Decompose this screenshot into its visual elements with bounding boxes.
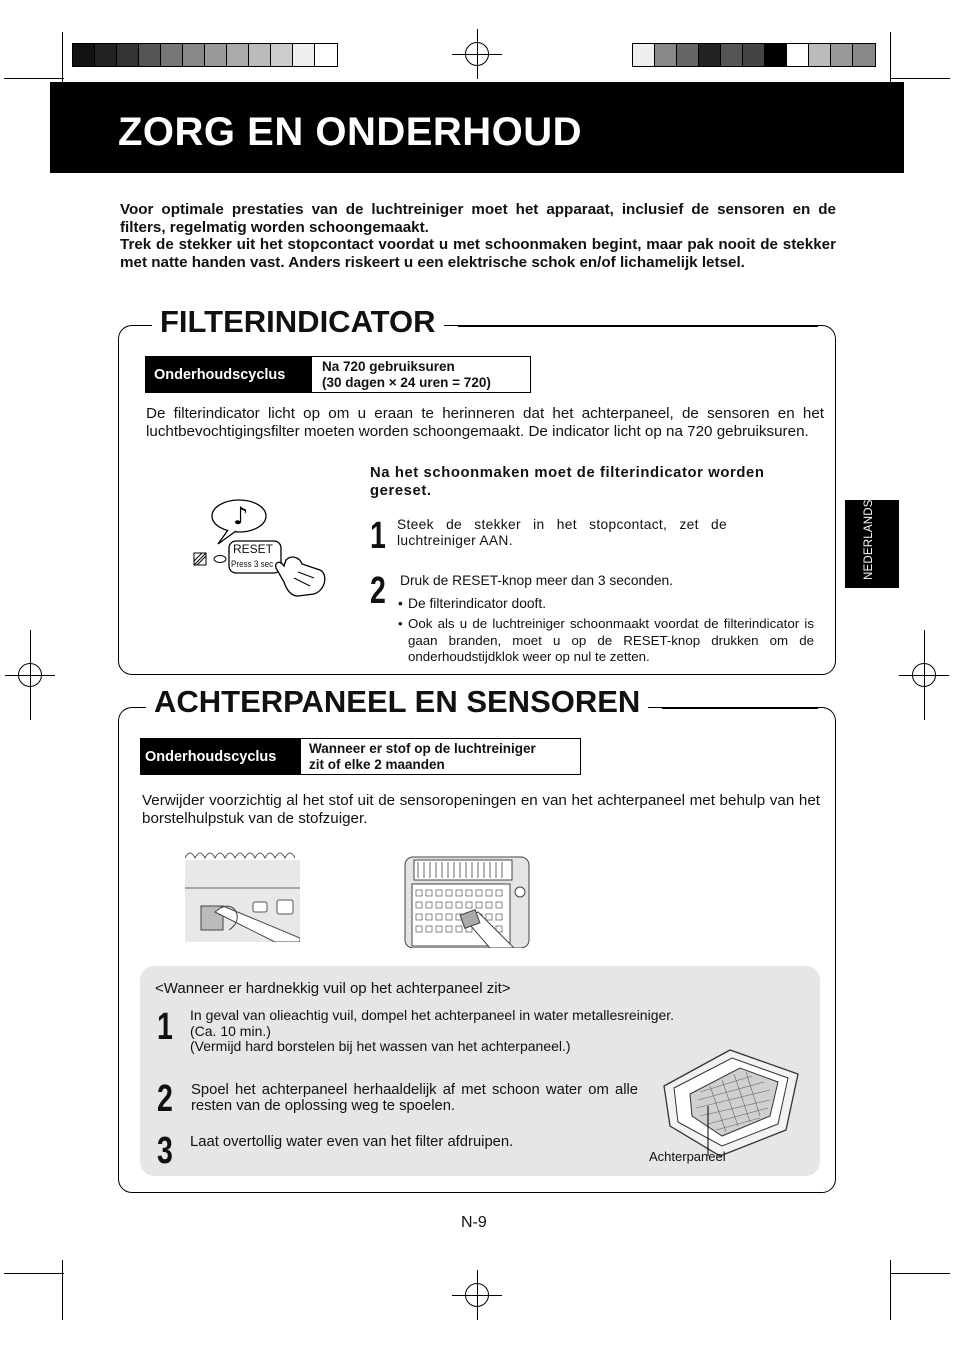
registration-target-top [465,42,489,66]
achterpaneel-description: Verwijder voorzichtig al het stof uit de sensoropeningen en van het achterpaneel met behulp van het borstelhulpstuk van de stofzuiger. [142,792,820,827]
sensor-cleaning-illustration [185,850,300,942]
cycle-value [301,739,580,774]
washing-basin-icon [660,1046,800,1158]
filterindicator-title-line [458,325,818,327]
title-bar [50,82,904,173]
reset-illustration [188,498,338,598]
wash-step-text-2: Spoel het achterpaneel herhaaldelijk af met schoon water om alle resten van de oplossing weg te spoelen. [191,1082,638,1114]
back-panel-illustration [404,856,530,948]
stubborn-dirt-heading: <Wanneer er hardnekkig vuil op het achterpaneel zit> [155,980,511,997]
cycle-label: Onderhoudscyclus [146,357,312,392]
cycle-value-line-2: (30 dagen × 24 uren = 720) [322,374,491,390]
filterindicator-description: De filterindicator licht op om u eraan te herinneren dat het achterpaneel, de sensoren en het luchtbevochtigingsfilter moeten worden schoongemaakt. De indicator licht op na 720 gebruiksuren. [146,405,824,440]
language-tab-label: NEDERLANDS [863,499,875,580]
bullet-dot: • [398,596,403,611]
bullet-text: De filterindicator dooft. [408,596,547,611]
svg-text:♪: ♪ [233,502,249,530]
basin-label: Achterpaneel [649,1149,726,1164]
filterindicator-cycle-table [145,356,531,393]
step-text-1: Steek de stekker in het stopcontact, zet de luchtreiniger AAN. [397,517,727,548]
filterindicator-title: FILTERINDICATOR [152,304,444,340]
color-bar-left [72,43,338,67]
vacuum-brush-sensor-icon [185,850,300,942]
registration-target-bottom [465,1283,489,1307]
bullet-dot: • [398,616,403,631]
bullet-text: Ook als u de luchtreiniger schoonmaakt voordat de filterindicator is gaan branden, moet u op de RESET-knop drukken om de onderhoudstijdklok weer op nul te zetten. [408,616,814,664]
cycle-value-line-1: Wanneer er stof op de luchtreiniger [309,741,536,756]
basin-illustration [660,1046,800,1158]
cycle-value-line-1: Na 720 gebruiksuren [322,359,455,374]
wash-step-1-line-1: In geval van olieachtig vuil, dompel het achterpaneel in water metallesreiniger. [190,1007,675,1023]
achterpaneel-title: ACHTERPANEEL EN SENSOREN [146,684,648,720]
registration-target-left [18,663,42,687]
step-number-1: 1 [370,515,386,557]
wash-step-text-3: Laat overtollig water even van het filter afdruipen. [190,1134,514,1150]
page-title: ZORG EN ONDERHOUD [118,110,583,154]
wash-step-1-line-3: (Vermijd hard borstelen bij het wassen van het achterpaneel.) [190,1038,571,1054]
reset-note: Na het schoonmaken moet de filterindicator worden gereset. [370,465,765,499]
achterpaneel-cycle-table [140,738,581,775]
illustration-reset-sub: Press 3 sec [231,559,274,570]
intro-paragraph-2: Trek de stekker uit het stopcontact voordat u met schoonmaken begint, maar pak nooit de stekker met natte handen vast. Anders riskeert u een elektrische schok en/of lichamelijk letsel. [120,236,836,271]
wash-step-1-line-2: (Ca. 10 min.) [190,1022,271,1039]
illustration-reset-label: RESET [233,542,274,556]
page-number: N-9 [461,1214,487,1231]
step-text-2: Druk de RESET-knop meer dan 3 seconden. [400,573,674,588]
vacuum-brush-backpanel-icon [404,856,530,948]
color-bar-right [632,43,876,67]
cycle-value [312,357,530,392]
bullet-item [398,595,814,612]
achterpaneel-title-line [662,707,818,709]
wash-step-number-2: 2 [157,1078,173,1120]
wash-step-number-3: 3 [157,1130,173,1172]
language-tab [845,500,899,588]
cycle-value-line-2: zit of elke 2 maanden [309,756,445,772]
cycle-label: Onderhoudscyclus [141,739,301,774]
registration-target-right [912,663,936,687]
intro-text [120,201,836,271]
step-number-2: 2 [370,570,386,612]
bullet-list [398,595,814,666]
bullet-item [398,616,814,666]
intro-paragraph-1: Voor optimale prestaties van de luchtreiniger moet het apparaat, inclusief de sensoren en de filters, regelmatig worden schoongemaakt. [120,201,836,236]
wash-step-number-1: 1 [157,1006,173,1048]
